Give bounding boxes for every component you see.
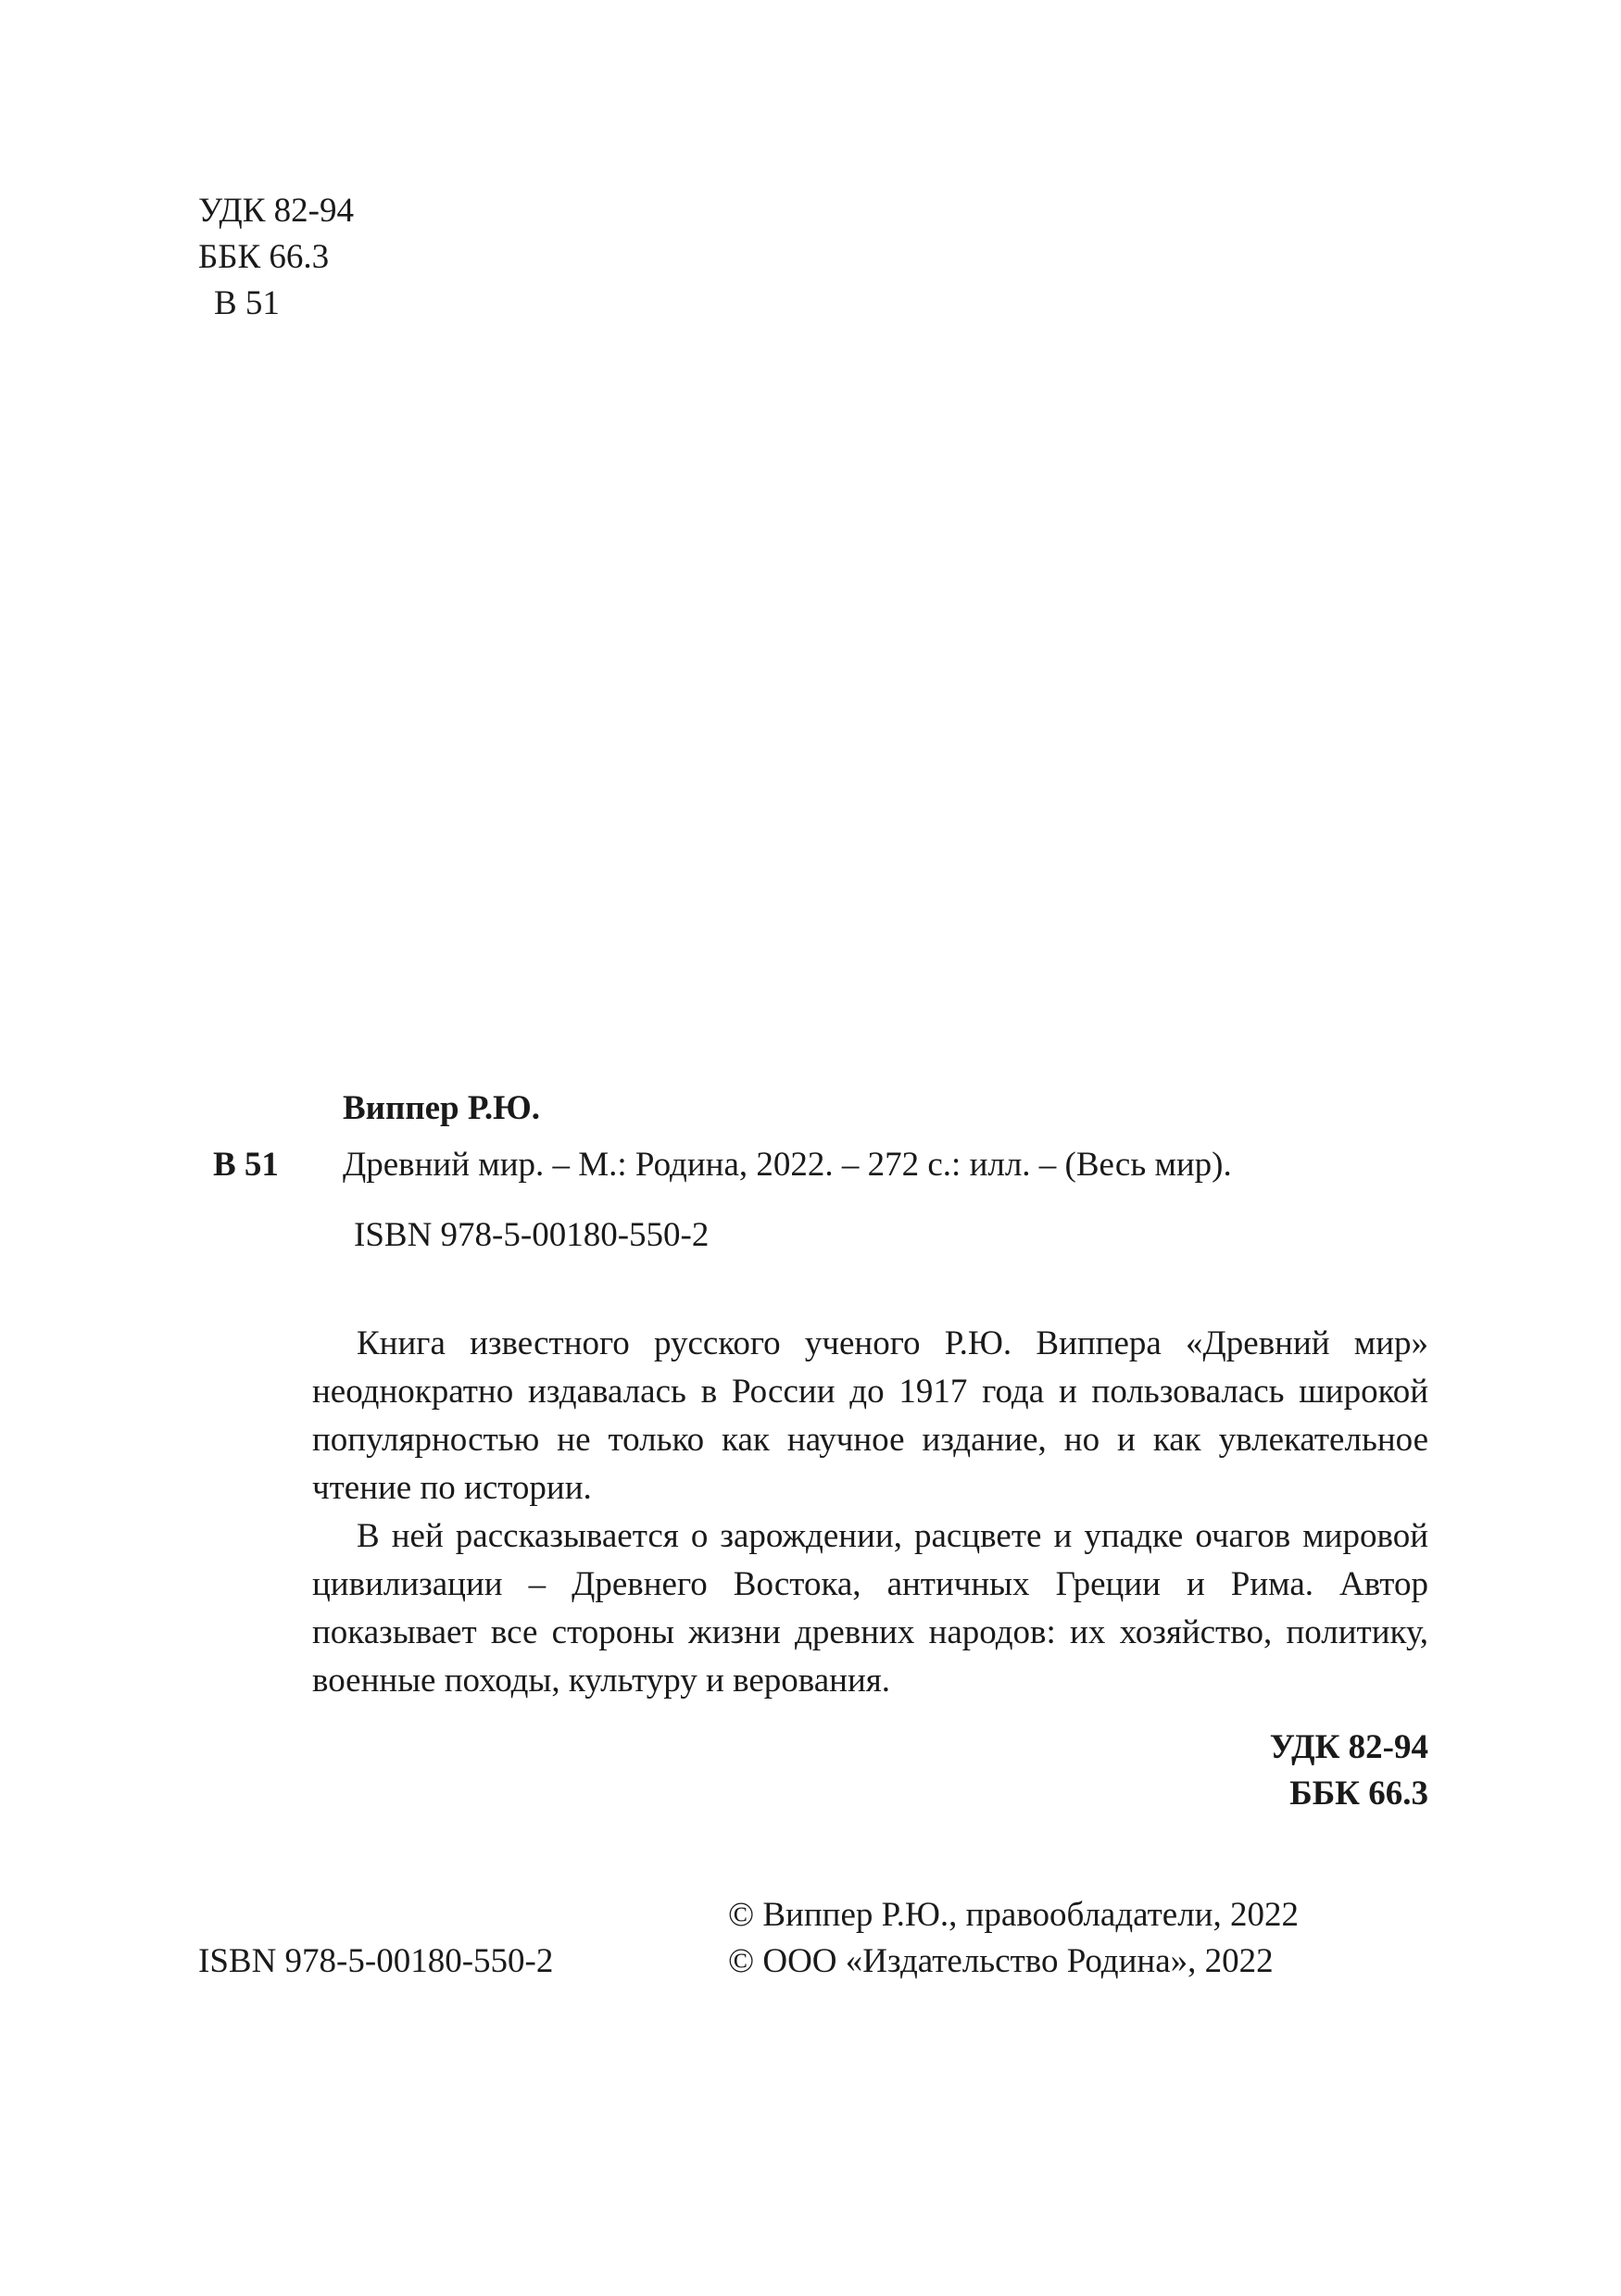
bib-isbn: ISBN 978-5-00180-550-2 [354, 1216, 710, 1254]
bottom-isbn: ISBN 978-5-00180-550-2 [198, 1942, 554, 1980]
bib-description: Древний мир. – М.: Родина, 2022. – 272 с.: илл. – (Весь мир). [343, 1146, 1232, 1184]
annotation-paragraph-2: В ней рассказывается о зарождении, расцвете и упадке очагов мировой цивилизации – Древнего Востока, античных Греции и Рима. Автор показывает все стороны жизни древних народов: их хозяйство, политику, военные походы, культуру и верования. [312, 1517, 1428, 1700]
copyright-author: © Виппер Р.Ю., правообладатели, 2022 [728, 1896, 1299, 1934]
bib-author-code: В 51 [213, 1146, 279, 1184]
top-author-code: В 51 [214, 284, 280, 322]
top-bbk-code: ББК 66.3 [198, 238, 330, 276]
copyright-publisher: © ООО «Издательство Родина», 2022 [728, 1942, 1274, 1980]
annotation-paragraph-1: Книга известного русского ученого Р.Ю. Виппера «Древний мир» неоднократно издавалась в России до 1917 года и пользовалась широкой популярностью не только как научное издание, но и как увлекательное чтение по истории. [312, 1324, 1428, 1507]
bib-author: Виппер Р.Ю. [343, 1089, 541, 1127]
annotation [312, 1320, 1428, 1705]
top-udk-code: УДК 82-94 [198, 192, 354, 230]
bottom-bbk-code: ББК 66.3 [1289, 1775, 1428, 1813]
bottom-udk-code: УДК 82-94 [1269, 1728, 1428, 1766]
